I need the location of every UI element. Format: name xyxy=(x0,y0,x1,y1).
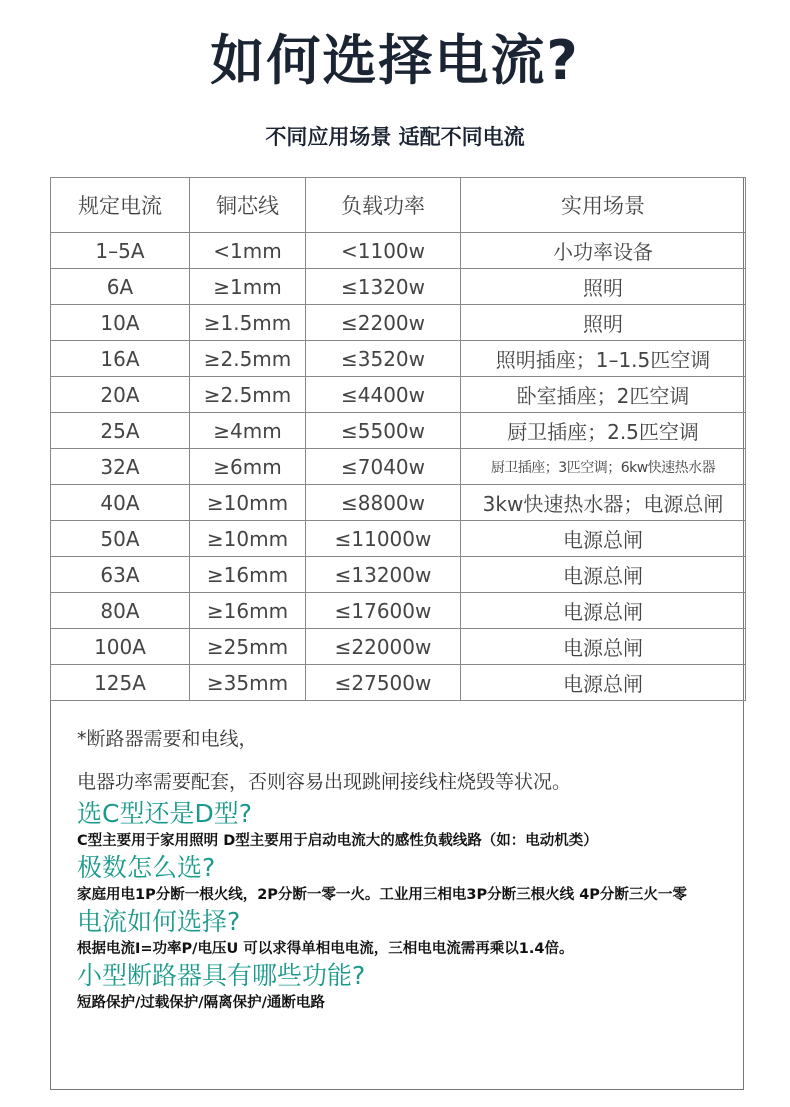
table-row xyxy=(51,521,746,557)
table-row xyxy=(51,413,746,449)
page-subtitle: 不同应用场景 适配不同电流 xyxy=(265,125,525,149)
cell-rated-current: 63A xyxy=(51,557,190,593)
table-row xyxy=(51,485,746,521)
cell-copper-wire: ≥25mm xyxy=(190,629,306,665)
table-row xyxy=(51,629,746,665)
question-c-or-d: 选C型还是D型? xyxy=(77,799,252,828)
cell-copper-wire: ≥6mm xyxy=(190,449,306,485)
cell-copper-wire: ≥2.5mm xyxy=(190,377,306,413)
cell-copper-wire: ≥35mm xyxy=(190,665,306,701)
cell-load-power: ≤4400w xyxy=(306,377,461,413)
cell-load-power: ≤5500w xyxy=(306,413,461,449)
cell-usage-scenario: 照明 xyxy=(461,305,746,341)
table-row xyxy=(51,665,746,701)
cell-rated-current: 1–5A xyxy=(51,233,190,269)
cell-load-power: ≤22000w xyxy=(306,629,461,665)
cell-load-power: ≤8800w xyxy=(306,485,461,521)
cell-load-power: ≤17600w xyxy=(306,593,461,629)
cell-usage-scenario: 电源总闸 xyxy=(461,593,746,629)
cell-rated-current: 125A xyxy=(51,665,190,701)
cell-copper-wire: <1mm xyxy=(190,233,306,269)
answer-functions: 短路保护/过载保护/隔离保护/通断电路 xyxy=(77,995,325,1011)
header-usage-scenario: 实用场景 xyxy=(461,178,746,233)
table-row xyxy=(51,341,746,377)
cell-copper-wire: ≥16mm xyxy=(190,593,306,629)
cell-rated-current: 25A xyxy=(51,413,190,449)
header-load-power: 负载功率 xyxy=(306,178,461,233)
cell-copper-wire: ≥2.5mm xyxy=(190,341,306,377)
cell-copper-wire: ≥4mm xyxy=(190,413,306,449)
page-title: 如何选择电流? xyxy=(210,29,580,92)
cell-load-power: ≤3520w xyxy=(306,341,461,377)
cell-rated-current: 16A xyxy=(51,341,190,377)
cell-copper-wire: ≥16mm xyxy=(190,557,306,593)
cell-usage-scenario: 电源总闸 xyxy=(461,557,746,593)
current-spec-table xyxy=(50,177,746,701)
answer-poles: 家庭用电1P分断一根火线，2P分断一零一火。工业用三相电3P分断三根火线 4P分断三火一零 xyxy=(77,887,687,903)
cell-usage-scenario: 电源总闸 xyxy=(461,629,746,665)
cell-copper-wire: ≥10mm xyxy=(190,485,306,521)
cell-load-power: ≤7040w xyxy=(306,449,461,485)
question-current: 电流如何选择? xyxy=(77,907,241,936)
table-row xyxy=(51,449,746,485)
table-row xyxy=(51,377,746,413)
cell-rated-current: 50A xyxy=(51,521,190,557)
cell-usage-scenario: 厨卫插座；2.5匹空调 xyxy=(461,413,746,449)
cell-rated-current: 20A xyxy=(51,377,190,413)
cell-copper-wire: ≥1.5mm xyxy=(190,305,306,341)
question-functions: 小型断路器具有哪些功能? xyxy=(77,961,366,990)
table-row xyxy=(51,233,746,269)
cell-load-power: ≤2200w xyxy=(306,305,461,341)
note-line-2: 电器功率需要配套，否则容易出现跳闸接线柱烧毁等状况。 xyxy=(77,771,572,793)
cell-load-power: ≤11000w xyxy=(306,521,461,557)
cell-load-power: <1100w xyxy=(306,233,461,269)
question-poles: 极数怎么选? xyxy=(77,853,216,882)
cell-load-power: ≤13200w xyxy=(306,557,461,593)
cell-rated-current: 100A xyxy=(51,629,190,665)
cell-usage-scenario: 厨卫插座；3匹空调；6kw快速热水器 xyxy=(461,449,746,485)
cell-usage-scenario: 卧室插座；2匹空调 xyxy=(461,377,746,413)
answer-current: 根据电流I=功率P/电压U 可以求得单相电电流，三相电电流需再乘以1.4倍。 xyxy=(77,941,574,957)
cell-usage-scenario: 小功率设备 xyxy=(461,233,746,269)
cell-rated-current: 80A xyxy=(51,593,190,629)
cell-usage-scenario: 电源总闸 xyxy=(461,665,746,701)
cell-usage-scenario: 照明插座；1–1.5匹空调 xyxy=(461,341,746,377)
table-header-row xyxy=(51,178,746,233)
cell-usage-scenario: 3kw快速热水器；电源总闸 xyxy=(461,485,746,521)
cell-usage-scenario: 电源总闸 xyxy=(461,521,746,557)
answer-c-or-d: C型主要用于家用照明 D型主要用于启动电流大的感性负载线路（如：电动机类） xyxy=(77,833,598,849)
cell-copper-wire: ≥1mm xyxy=(190,269,306,305)
table-row xyxy=(51,269,746,305)
table-row xyxy=(51,305,746,341)
cell-rated-current: 6A xyxy=(51,269,190,305)
cell-rated-current: 40A xyxy=(51,485,190,521)
table-row xyxy=(51,593,746,629)
cell-load-power: ≤1320w xyxy=(306,269,461,305)
note-line-1: *断路器需要和电线， xyxy=(77,728,258,750)
header-rated-current: 规定电流 xyxy=(51,178,190,233)
table-row xyxy=(51,557,746,593)
header-copper-wire: 铜芯线 xyxy=(190,178,306,233)
cell-copper-wire: ≥10mm xyxy=(190,521,306,557)
cell-rated-current: 32A xyxy=(51,449,190,485)
notes-section xyxy=(77,724,727,1014)
cell-usage-scenario: 照明 xyxy=(461,269,746,305)
cell-rated-current: 10A xyxy=(51,305,190,341)
cell-load-power: ≤27500w xyxy=(306,665,461,701)
